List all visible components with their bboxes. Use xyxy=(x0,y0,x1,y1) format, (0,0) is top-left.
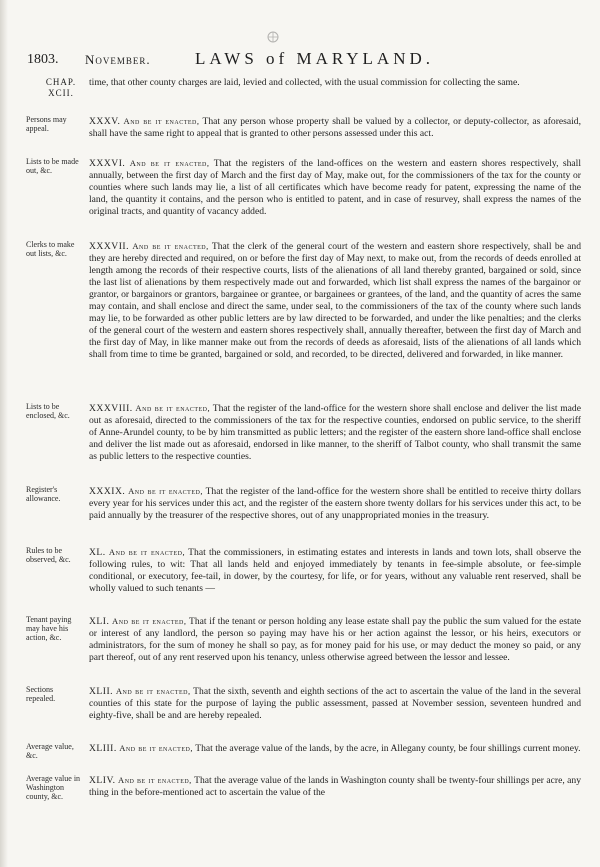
enacting-clause: And be it enacted, xyxy=(119,743,193,753)
chapter-label xyxy=(38,77,84,99)
margin-note: Clerks to make out lists, &c. xyxy=(26,240,75,258)
continuation-text: time, that other county charges are laid, levied and collected, with the usual commission for collecting the same. xyxy=(89,77,520,88)
section-text: That any person whose property shall be valued by a collector, or deputy-collector, as aforesaid, shall have the same right to appeal that is granted to other persons assessed under this act. xyxy=(89,116,581,139)
section-number: XLIV. xyxy=(89,775,116,786)
section-number: XL. xyxy=(89,547,106,558)
section-number: XLIII. xyxy=(89,743,117,754)
section-text: That the register of the land-office for the western shore shall enclose and deliver the list made out as aforesaid, directed to the commissioners of the tax for the respective counties, endorsed on public service, to the sheriff of Anne-Arundel county, to be by him transmitted as public letters; and the register of the eastern shore land-office shall enclose and deliver the list made out as aforesaid, endorsed in like manner, to the sheriff of Talbot county, who shall transmit the same as public letters to the respective counties. xyxy=(89,403,581,462)
chapter-word: CHAP. xyxy=(45,77,77,87)
enacting-clause: And be it enacted, xyxy=(132,241,209,251)
margin-note: Register's allowance. xyxy=(26,485,61,503)
ornament-icon xyxy=(266,30,280,44)
section-43 xyxy=(89,742,581,755)
section-37 xyxy=(89,240,581,361)
section-text: That the average value of the lands, by the acre, in Allegany county, be four shillings current money. xyxy=(195,743,581,754)
margin-note: Average value, &c. xyxy=(26,742,74,760)
header-year: 1803. xyxy=(27,52,59,67)
chapter-number: XCII. xyxy=(48,88,74,98)
section-number: XXXV. xyxy=(89,116,121,127)
section-41 xyxy=(89,615,581,664)
section-40 xyxy=(89,546,581,595)
section-number: XXXIX. xyxy=(89,486,126,497)
margin-note: Persons may appeal. xyxy=(26,115,67,133)
margin-note: Lists to be enclosed, &c. xyxy=(26,402,70,420)
enacting-clause: And be it enacted, xyxy=(108,547,186,557)
section-text: That the average value of the lands in Washington county shall be twenty-four shillings per acre, any thing in the before-mentioned act to ascertain the value of the xyxy=(89,775,582,798)
section-text: That the register of the land-office for the western shore shall be entitled to receive thirty dollars every year for his services under this act, and the register of the eastern shore twenty dollars for his services under this act, to be paid annually by the treasurer of the respective shores, out of any unappropriated monies in the treasury. xyxy=(89,486,581,521)
section-text: That the sixth, seventh and eighth sections of the act to ascertain the value of the land in the several counties of this state for the purpose of laying the public assessment, passed at November session, seventeen hundred and eighty-five, shall be and are hereby repealed. xyxy=(89,686,581,721)
enacting-clause: And be it enacted, xyxy=(112,616,187,626)
section-number: XXXVI. xyxy=(89,158,126,169)
section-text: That if the tenant or person holding any lease estate shall pay the public the sum valued for the estate or interest of any landlord, the person so paying may have his or her action against the lessor, or his heirs, executors or administrators, for the sum of money he shall so pay, as for money paid for his use, or may deduct the money so paid, or any part thereof, out of any rent reserved upon his tenancy, unless otherwise agreed between the lessor and lessee. xyxy=(89,616,582,663)
section-text: That the registers of the land-offices on the western and eastern shores respectively, shall annually, between the first day of March and the first day of May, make out, for the commissioners of the tax for the county or counties where such lands may lie, a list of all certificates which have become ready for patent, expressing the name of the land, the quantity it contains, and the person who is entitled to patent, and in case of resurvey, shall express the names of the original tracts, and quantity of vacancy added. xyxy=(89,158,581,217)
enacting-clause: And be it enacted, xyxy=(135,403,211,413)
header-title: LAWS of MARYLAND. xyxy=(195,49,434,68)
section-text: That the commissioners, in estimating estates and interests in lands and town lots, shall observe the following rules, to wit: That all lands held and enjoyed immediately by tenants in fee-simple absolute, or fee-simple conditional, or executory, fee-tail, in dower, by the courtesy, for life, or for years, without any valuable rent reserved, shall be wholly valued to such tenants — xyxy=(89,547,581,594)
section-39 xyxy=(89,485,581,522)
enacting-clause: And be it enacted, xyxy=(129,158,210,168)
section-38 xyxy=(89,402,581,463)
margin-note: Rules to be observed, &c. xyxy=(26,546,71,564)
margin-note: Average value in Washington county, &c. xyxy=(26,774,81,801)
section-number: XLI. xyxy=(89,616,110,627)
enacting-clause: And be it enacted, xyxy=(123,116,200,126)
continuation-paragraph xyxy=(89,77,581,89)
enacting-clause: And be it enacted, xyxy=(115,686,191,696)
section-number: XXXVIII. xyxy=(89,403,133,414)
enacting-clause: And be it enacted, xyxy=(118,775,192,785)
section-35 xyxy=(89,115,581,140)
page-header xyxy=(27,46,582,70)
section-text: That the clerk of the general court of the western and eastern shore respectively, shall be and they are hereby directed and required, on or before the first day of May next, to make out, from the records of deeds enrolled at length among the records of their respective courts, lists of the alienations of all land thereby granted, bargained or sold, since the last list of alienations by them respectively made out and forwarded, which list shall express the names of the bargainor or grantor, or bargainors or grantors, bargainee or grantee, or bargainees or grantees, of the land, and the quantity of acres the same may contain, and shall enclose and direct the same, under seal, to the commissioners of the tax of the county where such lands may lie, to be forwarded as other public letters are by law directed to be forwarded, and under the like penalties; and the clerks of the general court of the western and eastern shores respectively shall, annually thereafter, between the first day of March and the first day of May, in like manner make out from the records of deeds as aforesaid, lists of the alienations of all lands which shall from time to time be granted, bargained or sold, and recorded, to be directed, delivered and forwarded, in like manner. xyxy=(89,241,582,360)
page-binding-shadow xyxy=(0,0,8,867)
section-44 xyxy=(89,774,581,799)
enacting-clause: And be it enacted, xyxy=(128,486,203,496)
section-number: XLII. xyxy=(89,686,114,697)
section-number: XXXVII. xyxy=(89,241,130,252)
margin-note: Tenant paying may have his action, &c. xyxy=(26,615,72,642)
section-36 xyxy=(89,157,581,218)
margin-note: Lists to be made out, &c. xyxy=(26,157,79,175)
margin-note: Sections repealed. xyxy=(26,685,56,703)
section-42 xyxy=(89,685,581,722)
header-month: November. xyxy=(85,52,151,67)
